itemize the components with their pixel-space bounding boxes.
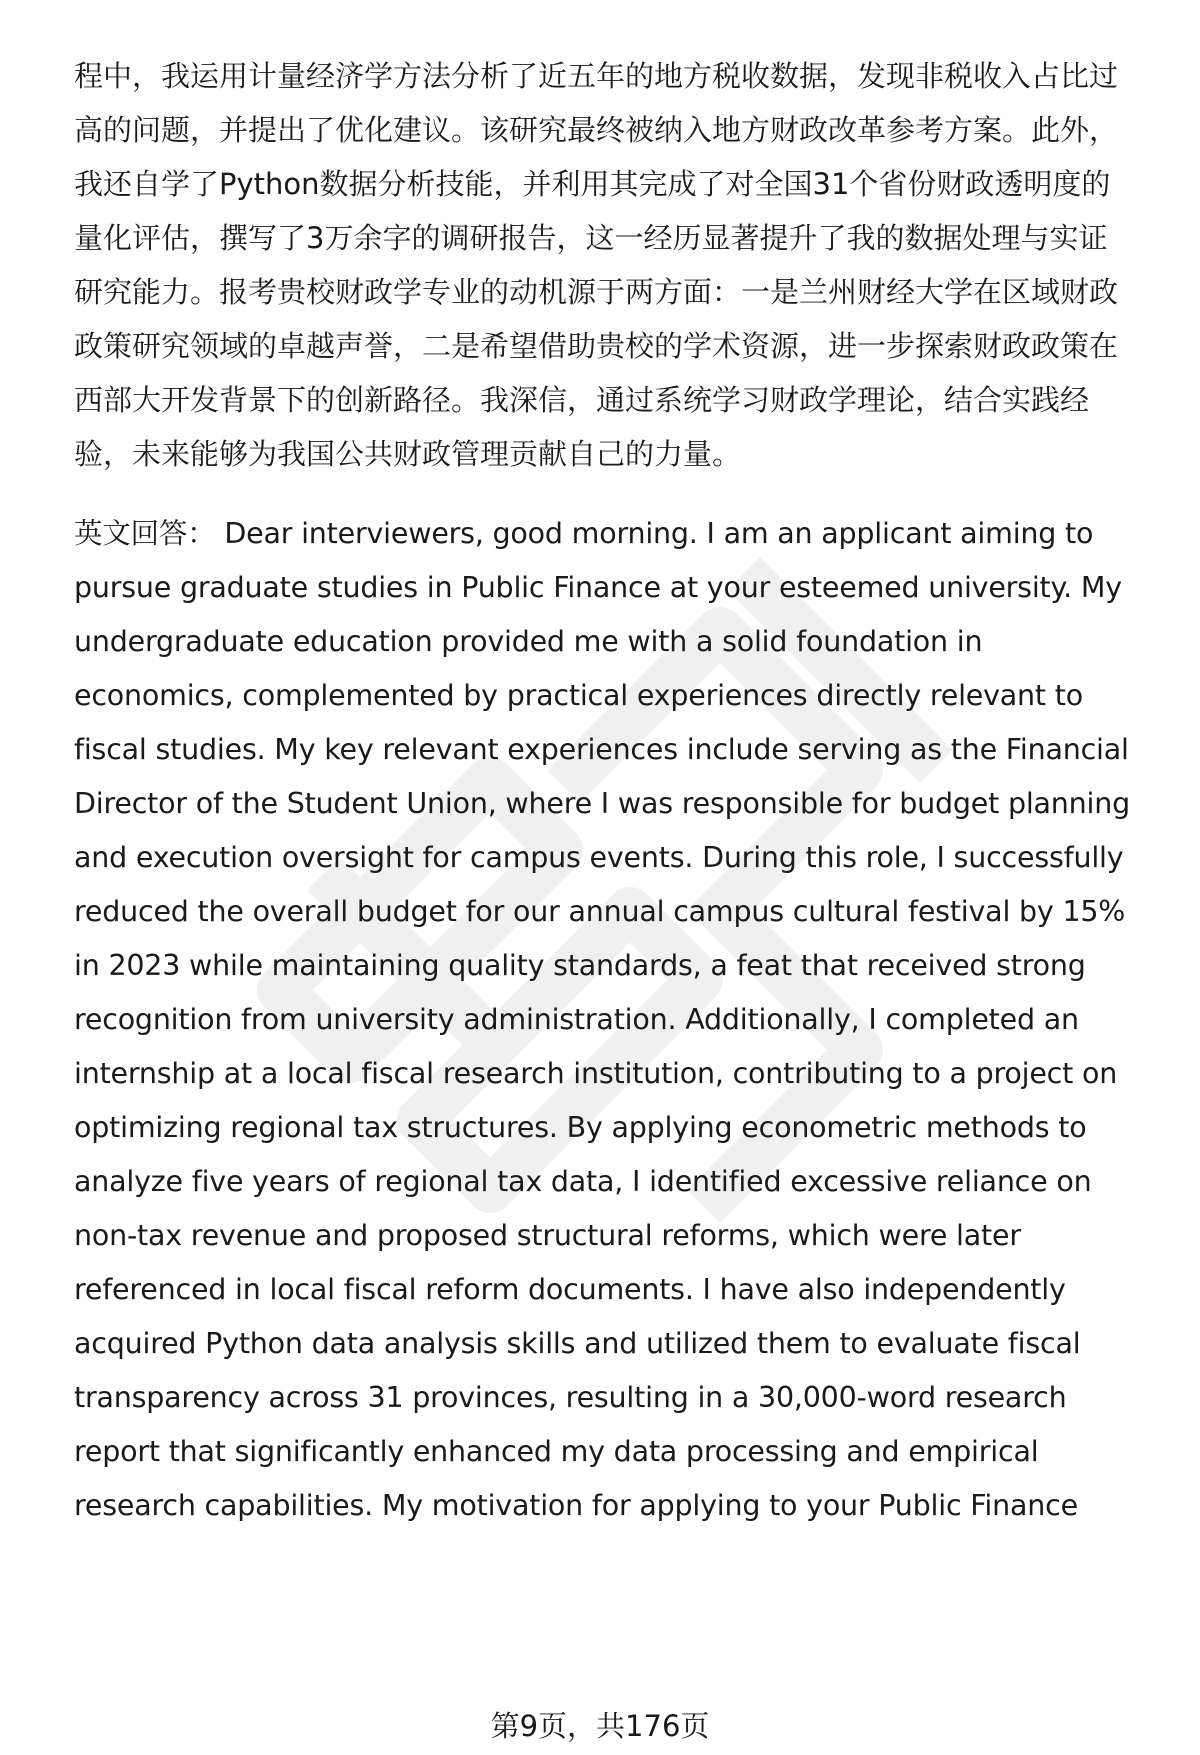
en-line: recognition from university administration. Additionally, I completed an <box>74 1003 1079 1036</box>
zh-line: 西部大开发背景下的创新路径。我深信，通过系统学习财政学理论，结合实践经 <box>74 383 1090 417</box>
en-line: fiscal studies. My key relevant experiences include serving as the Financial <box>74 733 1129 766</box>
en-line: internship at a local fiscal research institution, contributing to a project on <box>74 1057 1118 1090</box>
en-line: undergraduate education provided me with a solid foundation in <box>74 625 983 658</box>
zh-line: 研究能力。报考贵校财政学专业的动机源于两方面：一是兰州财经大学在区域财政 <box>74 275 1119 309</box>
en-line: report that significantly enhanced my data processing and empirical <box>74 1435 1039 1468</box>
zh-line: 我还自学了Python数据分析技能，并利用其完成了对全国31个省份财政透明度的 <box>74 167 1111 201</box>
en-line: non-tax revenue and proposed structural reforms, which were later <box>74 1219 1021 1252</box>
en-line: pursue graduate studies in Public Finance at your esteemed university. My <box>74 571 1122 604</box>
en-line: optimizing regional tax structures. By applying econometric methods to <box>74 1111 1087 1144</box>
en-line: in 2023 while maintaining quality standards, a feat that received strong <box>74 949 1086 982</box>
page-footer: 第9页，共176页 <box>490 1709 710 1743</box>
zh-line: 程中，我运用计量经济学方法分析了近五年的地方税收数据，发现非税收入占比过 <box>74 59 1119 93</box>
zh-line: 政策研究领域的卓越声誉，二是希望借助贵校的学术资源，进一步探索财政政策在 <box>74 329 1119 363</box>
en-line: referenced in local fiscal reform documents. I have also independently <box>74 1273 1066 1306</box>
zh-line: 量化评估，撰写了3万余字的调研报告，这一经历显著提升了我的数据处理与实证 <box>74 221 1108 255</box>
zh-line: 高的问题，并提出了优化建议。该研究最终被纳入地方财政改革参考方案。此外， <box>74 113 1119 147</box>
en-line: reduced the overall budget for our annual campus cultural festival by 15% <box>74 895 1126 928</box>
en-line: economics, complemented by practical experiences directly relevant to <box>74 679 1083 712</box>
en-line: analyze five years of regional tax data, I identified excessive reliance on <box>74 1165 1092 1198</box>
zh-line: 验，未来能够为我国公共财政管理贡献自己的力量。 <box>74 437 742 471</box>
en-line: and execution oversight for campus events. During this role, I successfully <box>74 841 1124 874</box>
en-line: 英文回答： Dear interviewers, good morning. I am an applicant aiming to <box>74 517 1094 550</box>
en-line: research capabilities. My motivation for applying to your Public Finance <box>74 1489 1078 1522</box>
en-line: Director of the Student Union, where I was responsible for budget planning <box>74 787 1131 820</box>
en-line: acquired Python data analysis skills and utilized them to evaluate fiscal <box>74 1327 1081 1360</box>
en-line: transparency across 31 provinces, resulting in a 30,000-word research <box>74 1381 1067 1414</box>
